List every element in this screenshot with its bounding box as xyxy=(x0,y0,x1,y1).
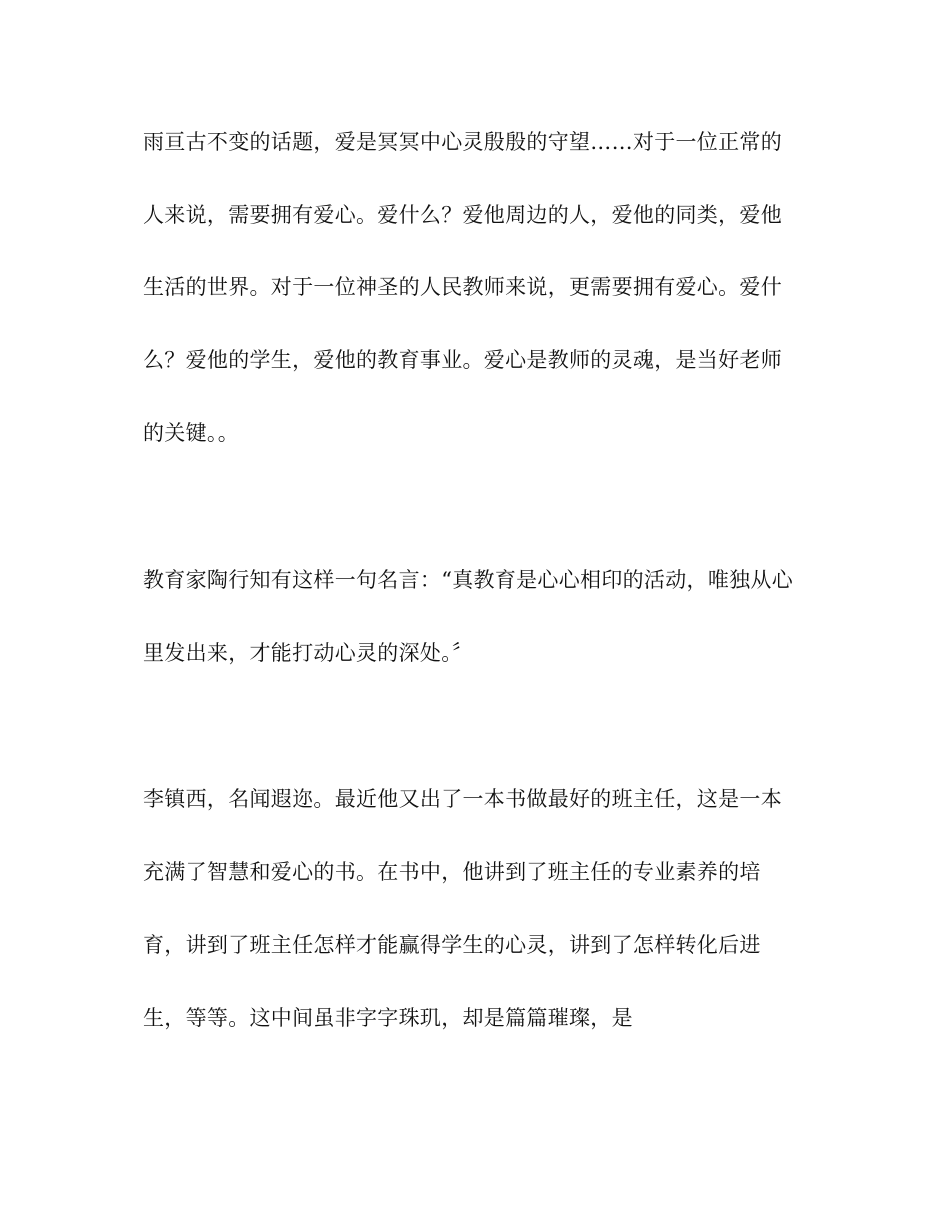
paragraph-1-line-3: 生活的世界。对于一位神圣的人民教师来说，更需要拥有爱心。爱什 xyxy=(143,275,782,299)
paragraph-1-line-5: 的关键。。 xyxy=(143,421,239,445)
paragraph-1-line-1: 雨亘古不变的话题，爱是冥冥中心灵殷殷的守望……对于一位正常的 xyxy=(143,130,782,154)
paragraph-2-line-1: 教育家陶行知有这样一句名言：“真教育是心心相印的活动，唯独从心 xyxy=(143,568,794,592)
paragraph-3-line-1: 李镇西，名闻遐迩。最近他又出了一本书做最好的班主任，这是一本 xyxy=(143,787,782,811)
paragraph-3-line-4: 生，等等。这中间虽非字字珠玑，却是篇篇璀璨，是 xyxy=(143,1006,633,1030)
paragraph-1-line-2: 人来说，需要拥有爱心。爱什么？爱他周边的人，爱他的同类，爱他 xyxy=(143,203,782,227)
paragraph-3-line-2: 充满了智慧和爱心的书。在书中，他讲到了班主任的专业素养的培 xyxy=(143,860,761,884)
paragraph-1-line-4: 么？爱他的学生，爱他的教育事业。爱心是教师的灵魂，是当好老师 xyxy=(143,348,782,372)
paragraph-3-line-3: 育，讲到了班主任怎样才能赢得学生的心灵，讲到了怎样转化后进 xyxy=(143,933,761,957)
paragraph-2-line-2: 里发出来，才能打动心灵的深处。〞 xyxy=(143,641,474,665)
